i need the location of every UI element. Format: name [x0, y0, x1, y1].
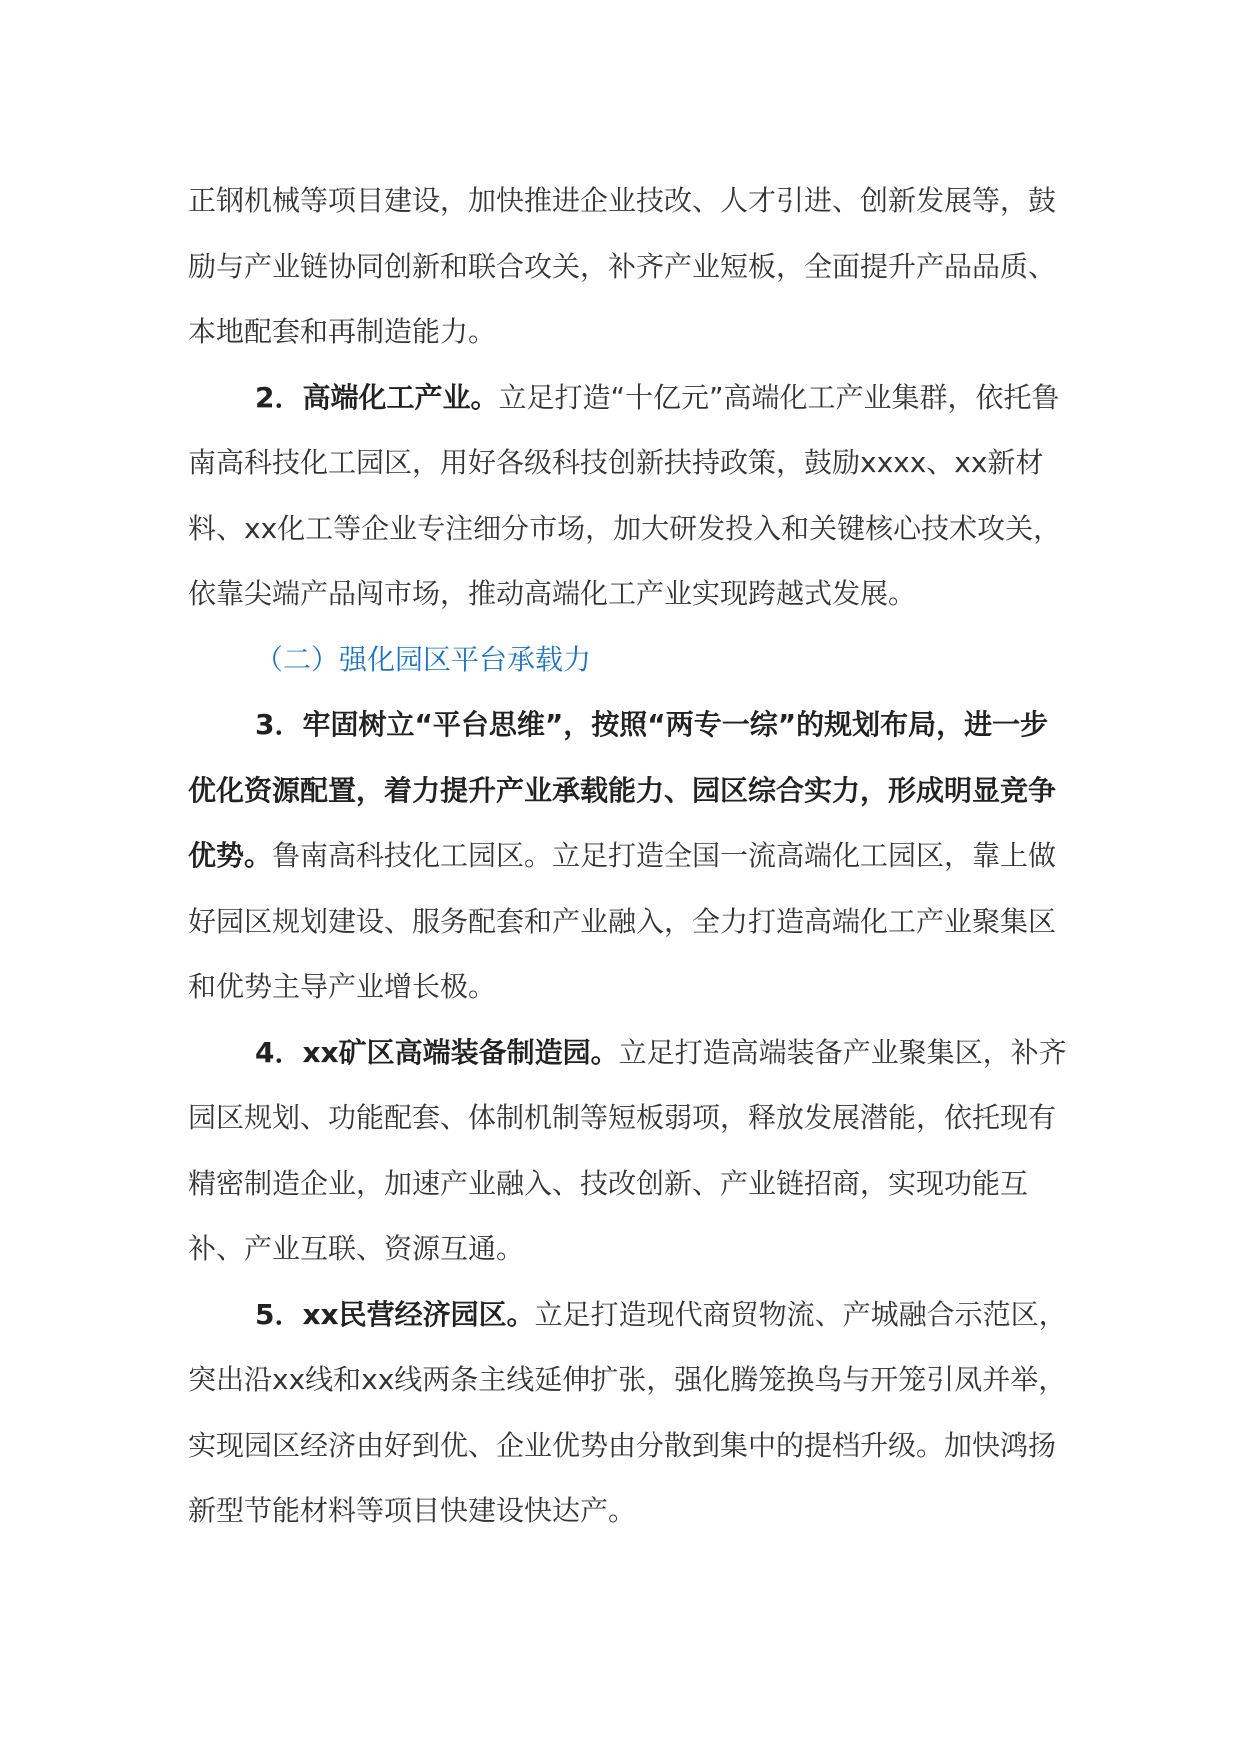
paragraph-platform-thinking [188, 692, 1068, 1020]
section-heading-text: （二）强化园区平台承载力 [255, 642, 592, 676]
paragraph-text: 立足打造现代商贸物流、产城融合示范区，突出沿xx线和xx线两条主线延伸扩张，强化腾笼换鸟与开笼引凤并举，实现园区经济由好到优、企业优势由分散到集中的提档升级。加快鸿扬新型节能材料等项目快建设快达产。 [188, 1297, 1067, 1527]
paragraph-equipment-park [188, 1020, 1068, 1282]
paragraph-text: 立足打造高端装备产业聚集区，补齐园区规划、功能配套、体制机制等短板弱项，释放发展潜能，依托现有精密制造企业，加速产业融入、技改创新、产业链招商，实现功能互补、产业互联、资源互通。 [188, 1035, 1067, 1265]
document-body [188, 168, 1068, 1544]
paragraph-lead-bold: 2．高端化工产业。 [255, 380, 499, 414]
paragraph-text: 立足打造“十亿元”高端化工产业集群，依托鲁南高科技化工园区，用好各级科技创新扶持政策，鼓励xxxx、xx新材料、xx化工等企业专注细分市场，加大研发投入和关键核心技术攻关，依靠尖端产品闯市场，推动高端化工产业实现跨越式发展。 [188, 380, 1062, 610]
paragraph-private-economy-park [188, 1282, 1068, 1544]
paragraph-lead-bold: 3．牢固树立“平台思维”，按照“两专一综”的规划布局，进一步优化资源配置，着力提升产业承载能力、园区综合实力，形成明显竞争优势。 [188, 708, 1057, 872]
paragraph-continuation [188, 168, 1068, 365]
paragraph-text: 正钢机械等项目建设，加快推进企业技改、人才引进、创新发展等，鼓励与产业链协同创新和联合攻关，补齐产业短板，全面提升产品品质、本地配套和再制造能力。 [188, 184, 1057, 348]
paragraph-high-end-chemical [188, 365, 1068, 627]
paragraph-lead-bold: 4．xx矿区高端装备制造园。 [255, 1035, 619, 1069]
paragraph-lead-bold: 5．xx民营经济园区。 [255, 1297, 535, 1331]
section-heading [188, 627, 1068, 693]
paragraph-text: 鲁南高科技化工园区。立足打造全国一流高端化工园区，靠上做好园区规划建设、服务配套和产业融入，全力打造高端化工产业聚集区和优势主导产业增长极。 [188, 839, 1057, 1003]
